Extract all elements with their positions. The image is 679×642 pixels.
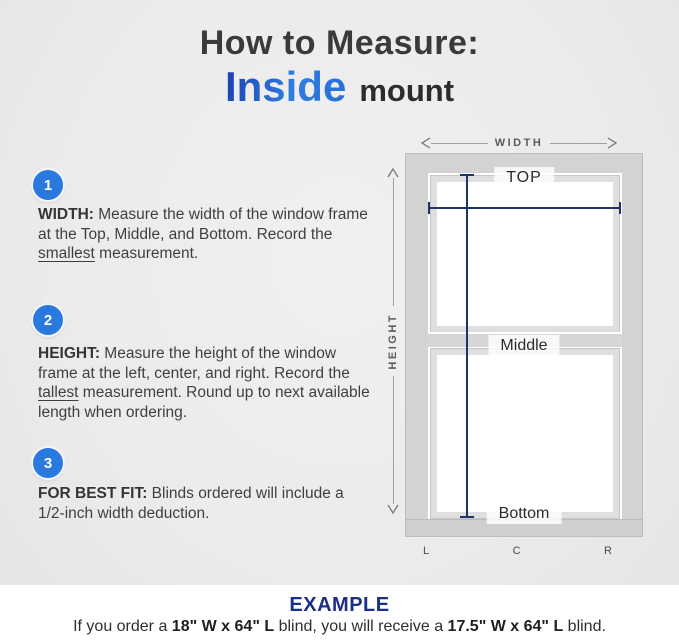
arrow-left-icon bbox=[421, 137, 431, 149]
step-1-number: 1 bbox=[43, 176, 53, 194]
height-label: HEIGHT bbox=[387, 312, 399, 370]
window-diagram bbox=[385, 130, 665, 570]
width-dimension-arrow bbox=[421, 136, 617, 150]
step-1-underlined-word: smallest bbox=[38, 245, 95, 262]
window-frame bbox=[405, 153, 643, 537]
window-bottom-sash bbox=[431, 349, 619, 518]
step-1-body-end: measurement. bbox=[94, 245, 199, 262]
example-text-pre: If you order a bbox=[73, 618, 172, 635]
step-2-number: 2 bbox=[43, 311, 53, 329]
marker-left: L bbox=[423, 545, 431, 557]
arrow-up-icon bbox=[387, 168, 399, 178]
width-measure-line bbox=[428, 207, 621, 209]
step-3-text bbox=[38, 484, 370, 523]
step-1-text bbox=[38, 205, 370, 264]
page-subtitle bbox=[0, 63, 679, 111]
arrow-down-icon bbox=[387, 504, 399, 514]
window-top-sash bbox=[431, 176, 619, 332]
step-3-header: FOR BEST FIT: bbox=[38, 485, 148, 502]
example-section bbox=[0, 585, 679, 642]
step-2-header: HEIGHT: bbox=[38, 345, 100, 362]
example-receive-size: 17.5" W x 64" L bbox=[447, 618, 564, 635]
arrow-right-icon bbox=[607, 137, 617, 149]
bottom-markers bbox=[423, 545, 613, 557]
arrow-line bbox=[550, 143, 607, 144]
subtitle-accent: Inside bbox=[224, 63, 347, 110]
step-1-body: Measure the width of the window frame at the Top, Middle, and Bottom. Record the bbox=[38, 206, 368, 243]
step-2-text bbox=[38, 344, 370, 422]
page-title: How to Measure: bbox=[199, 24, 480, 62]
height-measure-line bbox=[466, 174, 468, 518]
step-2-underlined-word: tallest bbox=[38, 384, 79, 401]
example-text bbox=[0, 618, 679, 636]
step-2-body: Measure the height of the window frame at the left, center, and right. Record the bbox=[38, 345, 350, 382]
subtitle-rest: mount bbox=[359, 73, 455, 108]
width-label: WIDTH bbox=[494, 137, 544, 149]
marker-right: R bbox=[604, 545, 613, 557]
step-3-badge bbox=[33, 448, 63, 478]
step-3-body: Blinds ordered will include a 1/2-inch width deduction. bbox=[38, 485, 344, 522]
step-1-badge bbox=[33, 170, 63, 200]
example-heading: EXAMPLE bbox=[289, 594, 390, 616]
label-middle: Middle bbox=[488, 335, 559, 356]
example-text-mid: blind, you will receive a bbox=[274, 618, 448, 635]
step-3-number: 3 bbox=[43, 454, 53, 472]
marker-center: C bbox=[512, 545, 522, 557]
label-bottom: Bottom bbox=[487, 503, 562, 524]
step-2-badge bbox=[33, 305, 63, 335]
step-1-header: WIDTH: bbox=[38, 206, 94, 223]
height-dimension-arrow bbox=[386, 168, 400, 514]
example-text-post: blind. bbox=[563, 618, 606, 635]
label-top: TOP bbox=[494, 167, 554, 188]
example-order-size: 18" W x 64" L bbox=[171, 618, 275, 635]
step-2-body-end: measurement. Round up to next available length when ordering. bbox=[38, 384, 370, 421]
arrow-line bbox=[431, 143, 488, 144]
arrow-line bbox=[393, 376, 394, 504]
arrow-line bbox=[393, 178, 394, 306]
